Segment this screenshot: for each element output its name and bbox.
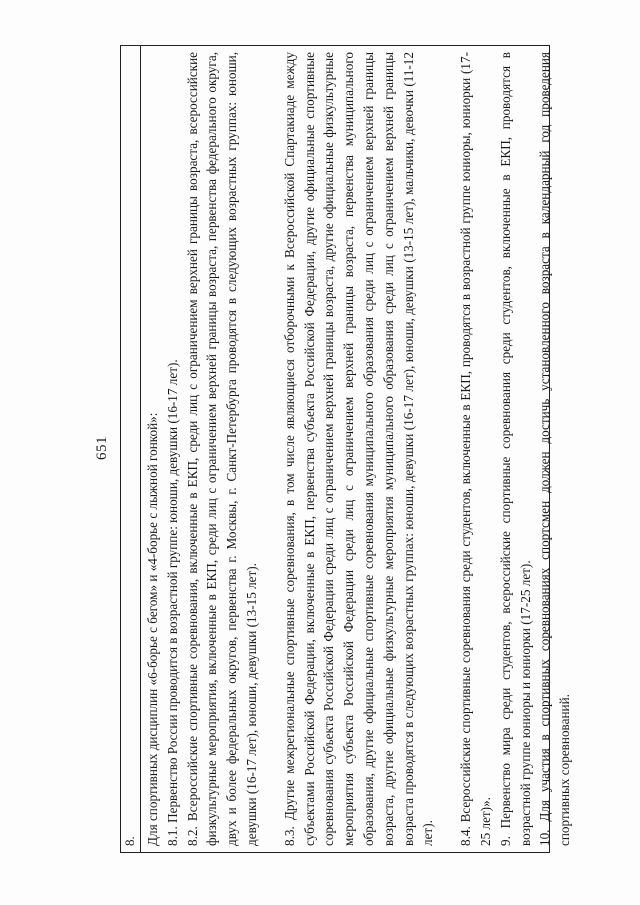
- table-cell-content: [141, 46, 573, 852]
- paragraph-8-4: 8.4. Всероссийские спортивные соревнования среди студентов, включенные в ЕКП, проводятся в возрастной группе юниоры, юниорки (17-25 лет)».: [458, 52, 493, 846]
- page-number: 651: [94, 436, 110, 460]
- paragraph-8-3: 8.3. Другие межрегиональные спортивные соревнования, в том числе являющиеся отборочными к Всероссийской Спартакиаде между субъектами Российской Федерации, включенные в ЕКП, первенства субъекта Российской Федерации, другие официальные спортивные соревнования субъекта Российской Федерации среди лиц с ограничением верхней границы возраста, другие официальные физкультурные мероприятия субъекта Российской Федерации среди лиц с ограничением верхней границы возраста, первенства муниципального образования, другие официальные спортивные соревнования муниципального образования среди лиц с ограничением верхней границы возраста, другие официальные физкультурные мероприятия муниципального образования среди лиц с ограничением верхней границы возраста проводятся в следующих возрастных группах: юноши, девушки (16-17 лет), юноши, девушки (13-15 лет), мальчики, девочки (11-12 лет).: [281, 52, 436, 846]
- table-row-number: 8.: [121, 46, 141, 852]
- rotated-page-content: [94, 43, 573, 853]
- paragraph-9: 9. Первенство мира среди студентов, всероссийские спортивные соревнования среди студентов, включенные в ЕКП, проводятся в возрастной группе юниоры и юниорки (17-25 лет).: [497, 52, 533, 846]
- paragraph-8-2: 8.2. Всероссийские спортивные соревнования, включенные в ЕКП, среди лиц с ограничением верхней границы возраста, всероссийские физкультурные мероприятия, включенные в ЕКП, среди лиц с ограничением верхней границы возраста, первенства федерального округа, двух и более федеральных округов, первенства г. Москвы, г. Санкт-Петербурга проводятся в следующих возрастных группах: юноши, девушки (16-17 лет), юноши, девушки (13-15 лет).: [184, 52, 259, 846]
- paragraph-10: 10. Для участия в спортивных соревнованиях спортсмен должен достичь установленного возраста в календарный год проведения спортивных соревнований.: [537, 52, 573, 846]
- rules-table: [120, 45, 573, 853]
- paragraph-8-1: 8.1. Первенство России проводится в возрастной группе: юноши, девушки (16-17 лет).: [164, 359, 180, 846]
- paragraph-8: Для спортивных дисциплин «6-борье с бегом» и «4-борье с лыжной гонкой»:: [145, 412, 160, 846]
